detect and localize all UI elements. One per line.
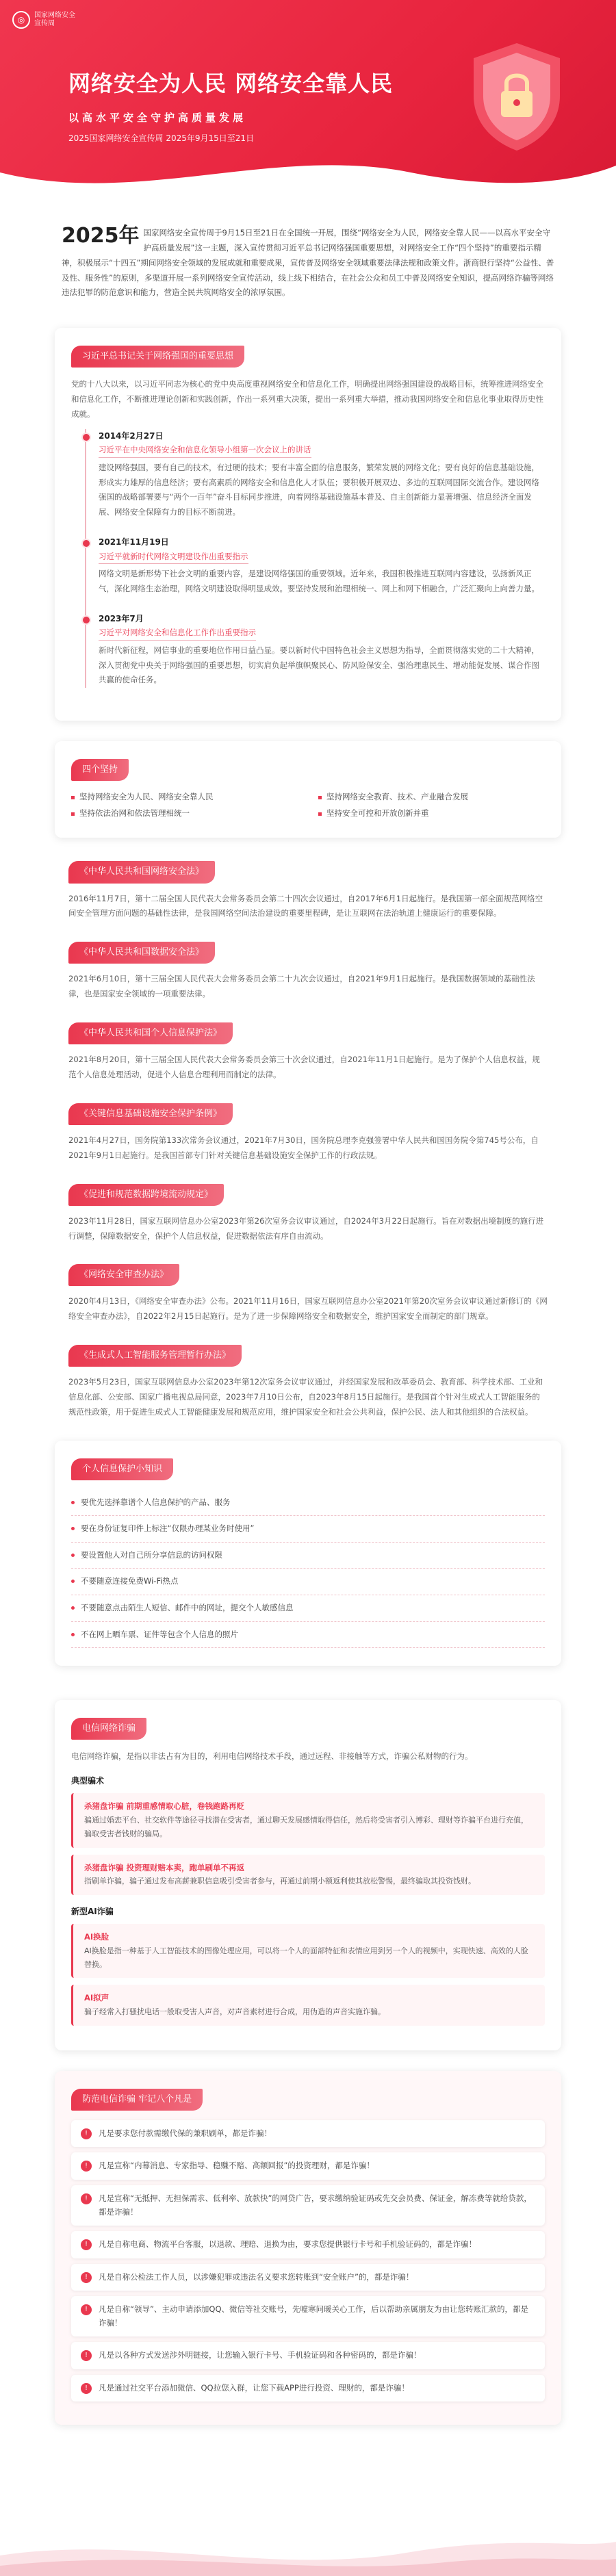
- timeline-date: 2023年7月: [99, 613, 144, 623]
- rule-text: 凡是要求您付款需缴代保的兼职刷单，都是诈骗！: [99, 2128, 272, 2138]
- warning-icon: !: [81, 2193, 92, 2204]
- warning-icon: !: [81, 2272, 92, 2283]
- intro-paragraph: [62, 226, 554, 300]
- list-item: [71, 2342, 545, 2369]
- fraud-subtitle: 新型AI诈骗: [71, 1906, 114, 1916]
- four-item: 坚持安全可控和开放创新并重: [318, 807, 545, 821]
- list-item: [71, 2185, 545, 2226]
- timeline-item: [99, 429, 545, 520]
- fraud-case: [71, 1793, 545, 1847]
- fraud-case-title: AI换脸: [84, 1932, 110, 1942]
- law-title: 《中华人民共和国数据安全法》: [68, 942, 215, 964]
- warning-icon: !: [81, 2239, 92, 2250]
- privacy-list: [71, 1490, 545, 1648]
- campaign-logo: [12, 11, 75, 29]
- timeline-text: 网络文明是新形势下社会文明的重要内容，是建设网络强国的重要领域。近年来，我国积极推进互联网内容建设，弘扬新风正气，深化网络生态治理，网络文明建设取得明显成效。要坚持发展和治理相统一、网上和网下相融合，广泛汇聚向上向善力量。: [99, 569, 539, 593]
- list-item: 不在网上晒车票、证件等包含个人信息的照片: [71, 1622, 545, 1649]
- warning-icon: !: [81, 2304, 92, 2315]
- law-title: 《关键信息基础设施安全保护条例》: [68, 1103, 233, 1125]
- timeline-date: 2021年11月19日: [99, 537, 169, 548]
- list-item: [71, 2264, 545, 2291]
- law-block: [0, 861, 616, 921]
- timeline: [85, 429, 545, 688]
- rule-text: 凡是自称电商、物流平台客服，以退款、理赔、退换为由，要求您提供银行卡号和手机验证码的，都是诈骗！: [99, 2239, 476, 2250]
- timeline-head: 习近平在中央网络安全和信息化领导小组第一次会议上的讲话: [99, 443, 311, 458]
- rule-text: 凡是自称公检法工作人员，以涉嫌犯罪或违法名义要求您转账到“安全账户”的，都是诈骗！: [99, 2271, 414, 2282]
- law-title: 《促进和规范数据跨境流动规定》: [68, 1184, 224, 1206]
- rule-text: 凡是自称“领导”、主动申请添加QQ、微信等社交账号，先嘘寒问暖关心工作，后以帮助亲属朋友为由让您转账汇款的，都是诈骗！: [99, 2304, 529, 2328]
- fraud-case-text: 骗通过婚恋平台、社交软件等途径寻找潜在受害者，通过聊天发展感情取得信任，然后将受害者引入博彩、理财等诈骗平台进行充值，骗取受害者钱财的骗局。: [84, 1816, 528, 1838]
- list-item: [71, 2296, 545, 2336]
- fraud-case: [71, 1855, 545, 1895]
- law-block: [0, 1103, 616, 1163]
- list-item: 不要随意点击陌生人短信、邮件中的网址，提交个人敏感信息: [71, 1595, 545, 1622]
- law-title: 《中华人民共和国网络安全法》: [68, 861, 215, 883]
- hero-wave: [0, 145, 616, 205]
- law-text: 2021年8月20日，第十三届全国人民代表大会常务委员会第三十次会议通过，自2021年11月1日起施行。是为了保护个人信息权益，规范个人信息处理活动，促进个人信息合理利用而制定的法律。: [68, 1055, 540, 1079]
- logo-line1: 国家网络安全: [34, 12, 75, 19]
- hero-title: 网络安全为人民 网络安全靠人民: [68, 70, 394, 96]
- law-title: 《网络安全审查办法》: [68, 1264, 179, 1286]
- warning-icon: !: [81, 2350, 92, 2361]
- fraud-case-title: 杀猪盘诈骗 投资理财赔本卖，跑单刷单不再返: [84, 1862, 245, 1872]
- four-insist-section: [55, 741, 561, 838]
- timeline-text: 新时代新征程，网信事业的重要地位作用日益凸显。要以新时代中国特色社会主义思想为指导，全面贯彻落实党的二十大精神，深入贯彻党中央关于网络强国的重要思想，切实肩负起举旗帜聚民心、防风险保安全、强治理惠民生、增动能促发展、谋合作图共赢的使命任务。: [99, 645, 539, 685]
- four-item: 坚持依法治网和依法管理相统一: [71, 807, 298, 821]
- intro-year: 2025年: [62, 224, 140, 248]
- rules-list: [71, 2120, 545, 2401]
- list-item: [71, 2231, 545, 2258]
- section-title: 个人信息保护小知识: [71, 1458, 173, 1480]
- fraud-subtitle: 典型骗术: [71, 1776, 105, 1786]
- privacy-tips-section: [55, 1441, 561, 1666]
- fraud-case: [71, 1985, 545, 2025]
- warning-icon: !: [81, 2383, 92, 2394]
- law-text: 2020年4月13日，《网络安全审查办法》公布。2021年11月16日，国家互联网信息办公室2021年第20次室务会议审议通过新修订的《网络安全审查办法》，自2022年2月15日起施行。是为了进一步保障网络安全和数据安全，维护国家安全而制定的部门规章。: [68, 1296, 548, 1322]
- intro-section: [0, 205, 616, 300]
- rule-text: 凡是以各种方式发送涉外明链接，让您输入银行卡号、手机验证码和各种密码的，都是诈骗！: [99, 2350, 422, 2360]
- shield-logo-icon: ◎: [12, 11, 30, 29]
- law-text: 2023年11月28日，国家互联网信息办公室2023年第26次室务会议审议通过，自2024年3月22日起施行。旨在对数据出境制度的施行进行调整，保障数据安全，保护个人信息权益，促进数据依法有序自由流动。: [68, 1215, 544, 1241]
- four-list: [71, 790, 545, 820]
- fraud-case-text: 骗子经常入打骚扰电话一般取受害人声音，对声音素材进行合成，用伪造的声音实施诈骗。: [84, 2007, 385, 2017]
- fraud-case-text: AI换脸是指一种基于人工智能技术的图像处理应用，可以将一个人的面部特征和表情应用到另一个人的视频中，实现快速、高效的人脸替换。: [84, 1946, 528, 1969]
- timeline-head: 习近平对网络安全和信息化工作作出重要指示: [99, 626, 256, 641]
- intro-text: 国家网络安全宣传周于9月15日至21日在全国统一开展，围绕“网络安全为人民，网络安全靠人民——以高水平安全守护高质量发展”这一主题，深入宣传贯彻习近平总书记网络强国重要思想，对网络安全工作“四个坚持”的重要指示精神，积极展示“十四五”期间网络安全领域的发展成就和重要成果，宣传普及网络安全领域重要法律法规和政策文件。浙商银行坚持“公益性、普及性、服务性”的原则，多渠道开展一系列网络安全宣传活动，线上线下相结合，在社会公众和员工中普及网络安全知识，提高网络诈骗等网络违法犯罪的防范意识和能力，营造全民共筑网络安全的浓厚氛围。: [62, 228, 554, 298]
- fraud-case-title: AI拟声: [84, 1993, 110, 2003]
- law-block: [0, 942, 616, 1002]
- rule-text: 凡是宣称“无抵押、无担保需求、低利率、放款快”的网贷广告，要求缴纳验证码或先交会员费、保证金，解冻费等就给贷款，都是诈骗！: [99, 2193, 532, 2217]
- law-title: 《生成式人工智能服务管理暂行办法》: [68, 1345, 242, 1367]
- law-block: [0, 1022, 616, 1083]
- fraud-section: [55, 1700, 561, 2050]
- law-block: [0, 1184, 616, 1244]
- rule-text: 凡是通过社交平台添加微信、QQ拉您入群，让您下载APP进行投资、理财的，都是诈骗！: [99, 2382, 409, 2393]
- list-item: 不要随意连接免费Wi-Fi热点: [71, 1569, 545, 1595]
- rule-text: 凡是宣称“内幕消息、专家指导、稳赚不赔、高额回报”的投资理财，都是诈骗！: [99, 2161, 374, 2171]
- list-item: 要设置他人对自己所分享信息的访问权限: [71, 1543, 545, 1569]
- law-text: 2021年6月10日，第十三届全国人民代表大会常务委员会第二十九次会议通过，自2021年9月1日起施行。是我国数据领域的基础性法律，也是国家安全领域的一项重要法律。: [68, 974, 535, 999]
- hero-subtitle: 以高水平安全守护高质量发展: [68, 112, 247, 124]
- anti-fraud-rules-section: [55, 2071, 561, 2425]
- law-text: 2023年5月23日，国家互联网信息办公室2023年第12次室务会议审议通过，并经国家发展和改革委员会、教育部、科学技术部、工业和信息化部、公安部、国家广播电视总局同意，2023年7月10日公布，自2023年8月15日起施行。是我国首个针对生成式人工智能服务的规范性政策，用于促进生成式人工智能健康发展和规范应用，维护国家安全和社会公共利益，保护公民、法人和其他组织的合法权益。: [68, 1377, 543, 1417]
- timeline-date: 2014年2月27日: [99, 430, 164, 441]
- list-item: [71, 2120, 545, 2148]
- section-title: 习近平总书记关于网络强国的重要思想: [71, 346, 244, 368]
- section-title: 电信网络诈骗: [71, 1718, 146, 1740]
- list-item: 要在身份证复印件上标注“仅限办理某业务时使用”: [71, 1516, 545, 1543]
- section-title: 四个坚持: [71, 759, 129, 781]
- four-item: 坚持网络安全教育、技术、产业融合发展: [318, 790, 545, 804]
- fraud-case-text: 指刷单诈骗，骗子通过发布高薪兼职信息吸引受害者参与，再通过前期小额返利使其放松警惕，最终骗取其投资钱财。: [84, 1877, 476, 1886]
- laws-section: [0, 861, 616, 1419]
- law-text: 2021年4月27日，国务院第133次常务会议通过，2021年7月30日，国务院总理李克强签署中华人民共和国国务院令第745号公布，自2021年9月1日起施行。是我国首部专门针对关键信息基础设施安全保护工作的行政法规。: [68, 1135, 539, 1160]
- warning-icon: !: [81, 2161, 92, 2172]
- law-block: [0, 1264, 616, 1324]
- section-title: 防范电信诈骗 牢记八个凡是: [71, 2089, 203, 2111]
- hero-banner: [0, 0, 616, 205]
- list-item: [71, 2152, 545, 2180]
- law-block: [0, 1345, 616, 1420]
- timeline-item: [99, 535, 545, 597]
- fraud-lead: 电信网络诈骗，是指以非法占有为目的，利用电信网络技术手段，通过远程、非接触等方式，诈骗公私财物的行为。: [71, 1751, 473, 1762]
- fraud-case: [71, 1924, 545, 1978]
- xi-lead: 党的十八大以来，以习近平同志为核心的党中央高度重视网络安全和信息化工作，明确提出网络强国建设的战略目标，统筹推进网络安全和信息化工作，不断推进理论创新和实践创新，作出一系列重大决策，提出一系列重大举措，推动我国网络安全和信息化事业取得历史性成就。: [71, 379, 543, 419]
- hero-date: 2025国家网络安全宣传周 2025年9月15日至21日: [68, 133, 255, 143]
- law-text: 2016年11月7日，第十二届全国人民代表大会常务委员会第二十四次会议通过，自2017年6月1日起施行。是我国第一部全面规范网络空间安全管理方面问题的基础性法律，是我国网络空间法治建设的重要里程碑，是让互联网在法治轨道上健康运行的重要保障。: [68, 893, 543, 918]
- law-title: 《中华人民共和国个人信息保护法》: [68, 1022, 233, 1044]
- xi-thought-section: [55, 328, 561, 721]
- list-item: [71, 2375, 545, 2402]
- shield-lock-icon: [465, 38, 568, 154]
- list-item: 要优先选择靠谱个人信息保护的产品、服务: [71, 1490, 545, 1517]
- four-item: 坚持网络安全为人民、网络安全靠人民: [71, 790, 298, 804]
- timeline-head: 习近平就新时代网络文明建设作出重要指示: [99, 550, 248, 565]
- warning-icon: !: [81, 2128, 92, 2139]
- logo-line2: 宣传周: [34, 20, 55, 27]
- fraud-case-title: 杀猪盘诈骗 前期重感情取心脏，卷钱跑路再贬: [84, 1801, 245, 1812]
- timeline-item: [99, 612, 545, 688]
- timeline-text: 建设网络强国，要有自己的技术，有过硬的技术；要有丰富全面的信息服务，繁荣发展的网络文化；要有良好的信息基础设施，形成实力雄厚的信息经济；要有高素质的网络安全和信息化人才队伍；要积极开展双边、多边的互联网国际交流合作。建设网络强国的战略部署要与“两个一百年”奋斗目标同步推进，向着网络基础设施基本普及、自主创新能力显著增强、信息经济全面发展、网络安全保障有力的目标不断前进。: [99, 462, 539, 517]
- footer-wave: [0, 2535, 616, 2576]
